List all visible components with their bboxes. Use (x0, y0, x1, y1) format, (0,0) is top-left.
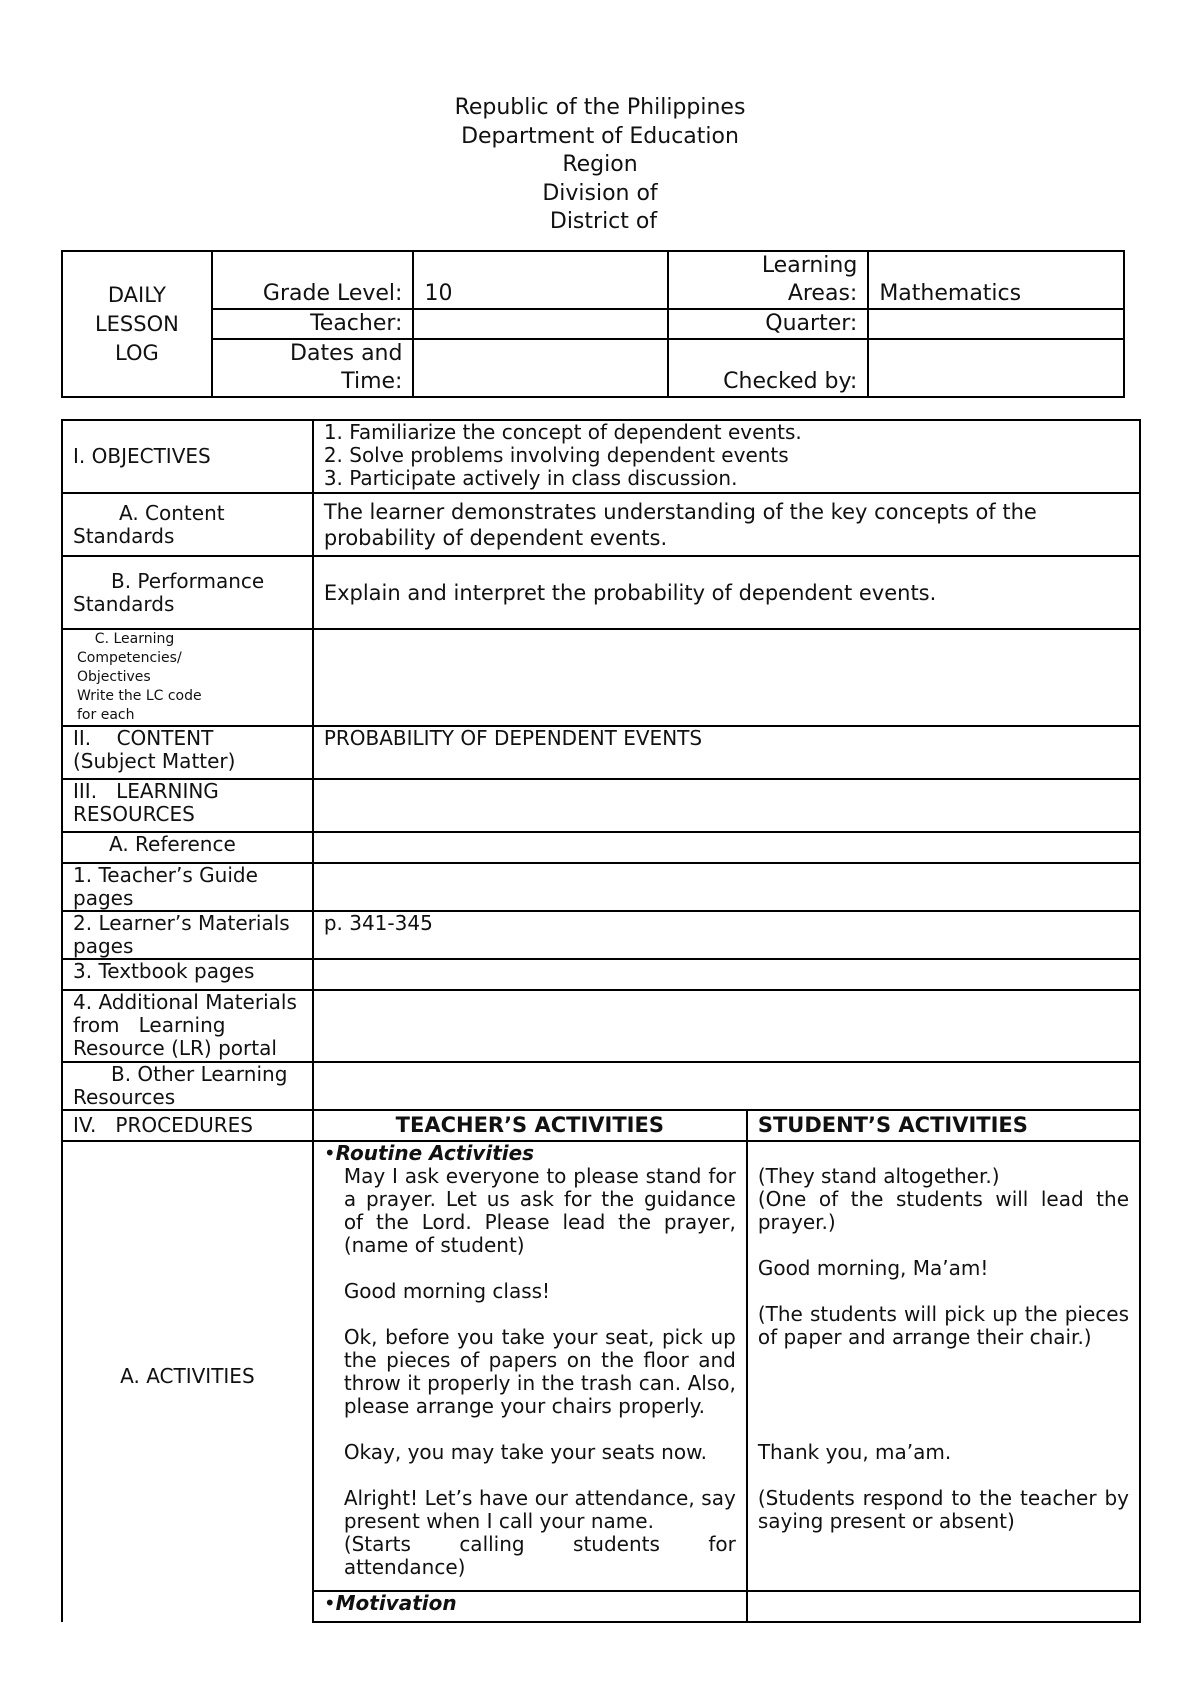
lesson-info-table (61, 250, 1125, 398)
activities-label: A. ACTIVITIES (62, 1141, 313, 1622)
teacher-routine-calling: (Starts calling students for attendance) (343, 1532, 736, 1579)
dates-time-value (413, 339, 667, 397)
motivation-cell (313, 1591, 747, 1622)
content-standards-value: The learner demonstrates understanding of the key concepts of the probability of dependent events. (313, 493, 1140, 556)
teachers-guide-value (313, 863, 1140, 911)
learning-areas-value: Mathematics (868, 251, 1124, 309)
learners-materials-value: p. 341-345 (313, 911, 1140, 959)
additional-materials-label: 4. Additional Materials from Learning Resource (LR) portal (62, 990, 313, 1062)
teacher-routine-attendance: Alright! Let’s have our attendance, say present when I call your name. (343, 1486, 736, 1533)
bullet-icon: • (323, 1591, 336, 1615)
textbook-pages-label: 3. Textbook pages (62, 959, 313, 990)
reference-label: A. Reference (62, 832, 313, 863)
student-routine-stand: (They stand altogether.) (757, 1164, 1000, 1188)
daily-lesson-log-title: DAILY LESSON LOG (62, 251, 212, 397)
student-routine-prayer: (One of the students will lead the prayer.) (757, 1187, 1129, 1234)
quarter-label: Quarter: (668, 309, 869, 339)
other-resources-label: B. Other Learning Resources (62, 1062, 313, 1110)
performance-standards-value: Explain and interpret the probability of dependent events. (313, 556, 1140, 629)
objective-item: 1. Familiarize the concept of dependent events. (323, 420, 802, 444)
teacher-routine-cell (313, 1141, 747, 1591)
student-routine-cleanup: (The students will pick up the pieces of paper and arrange their chair.) (757, 1302, 1129, 1349)
objective-item: 2. Solve problems involving dependent events (323, 443, 789, 467)
learners-materials-label: 2. Learner’s Materials pages (62, 911, 313, 959)
header-line-republic: Republic of the Philippines (454, 95, 746, 120)
grade-level-value: 10 (413, 251, 667, 309)
student-routine-attendance: (Students respond to the teacher by saying present or absent) (757, 1486, 1129, 1533)
routine-activities-title: •Routine Activities (323, 1141, 535, 1165)
motivation-title: •Motivation (323, 1591, 457, 1615)
teacher-value (413, 309, 667, 339)
objective-item: 3. Participate actively in class discussion. (323, 466, 738, 490)
learning-competencies-label: C. Learning Competencies/ Objectives Write the LC code for each (62, 629, 313, 726)
checked-by-label: Checked by: (668, 339, 869, 397)
header-line-department: Department of Education (461, 123, 739, 149)
learning-resources-value (313, 779, 1140, 832)
objectives-label: I. OBJECTIVES (62, 420, 313, 493)
header-line-district: District of (542, 209, 658, 234)
student-routine-thanks: Thank you, ma’am. (757, 1440, 952, 1464)
checked-by-value (868, 339, 1124, 397)
document-header (0, 94, 1200, 237)
learning-resources-label: III. LEARNING RESOURCES (62, 779, 313, 832)
teacher-routine-cleanup: Ok, before you take your seat, pick up the pieces of papers on the floor and throw it properly in the trash can. Also, please arrange your chairs properly. (343, 1325, 736, 1418)
teacher-activities-header: TEACHER’S ACTIVITIES (313, 1110, 747, 1141)
header-line-division: Division of (542, 180, 658, 206)
reference-value (313, 832, 1140, 863)
student-activities-header: STUDENT’S ACTIVITIES (747, 1110, 1140, 1141)
content-value: PROBABILITY OF DEPENDENT EVENTS (313, 726, 1140, 779)
teacher-routine-greeting: Good morning class! (343, 1279, 551, 1303)
learning-competencies-value (313, 629, 1140, 726)
teacher-label: Teacher: (212, 309, 414, 339)
procedures-label: IV. PROCEDURES (62, 1110, 313, 1141)
lesson-plan-table (61, 419, 1141, 1623)
teachers-guide-label: 1. Teacher’s Guide pages (62, 863, 313, 911)
teacher-routine-prayer: May I ask everyone to please stand for a prayer. Let us ask for the guidance of the Lord. Please lead the prayer, (name of student) (343, 1164, 736, 1257)
quarter-value (868, 309, 1124, 339)
bullet-icon: • (323, 1141, 336, 1165)
additional-materials-value (313, 990, 1140, 1062)
textbook-pages-value (313, 959, 1140, 990)
student-routine-greeting: Good morning, Ma’am! (757, 1256, 989, 1280)
header-line-region: Region (562, 152, 638, 177)
teacher-routine-seats: Okay, you may take your seats now. (343, 1440, 707, 1464)
objectives-list (313, 420, 1140, 493)
other-resources-value (313, 1062, 1140, 1110)
motivation-student-cell (747, 1591, 1140, 1622)
student-routine-cell (747, 1141, 1140, 1591)
content-label: II. CONTENT (Subject Matter) (62, 726, 313, 779)
performance-standards-label: B. Performance Standards (62, 556, 313, 629)
content-standards-label: A. Content Standards (62, 493, 313, 556)
dates-time-label: Dates and Time: (212, 339, 414, 397)
learning-areas-label: Learning Areas: (668, 251, 869, 309)
grade-level-label: Grade Level: (212, 251, 414, 309)
